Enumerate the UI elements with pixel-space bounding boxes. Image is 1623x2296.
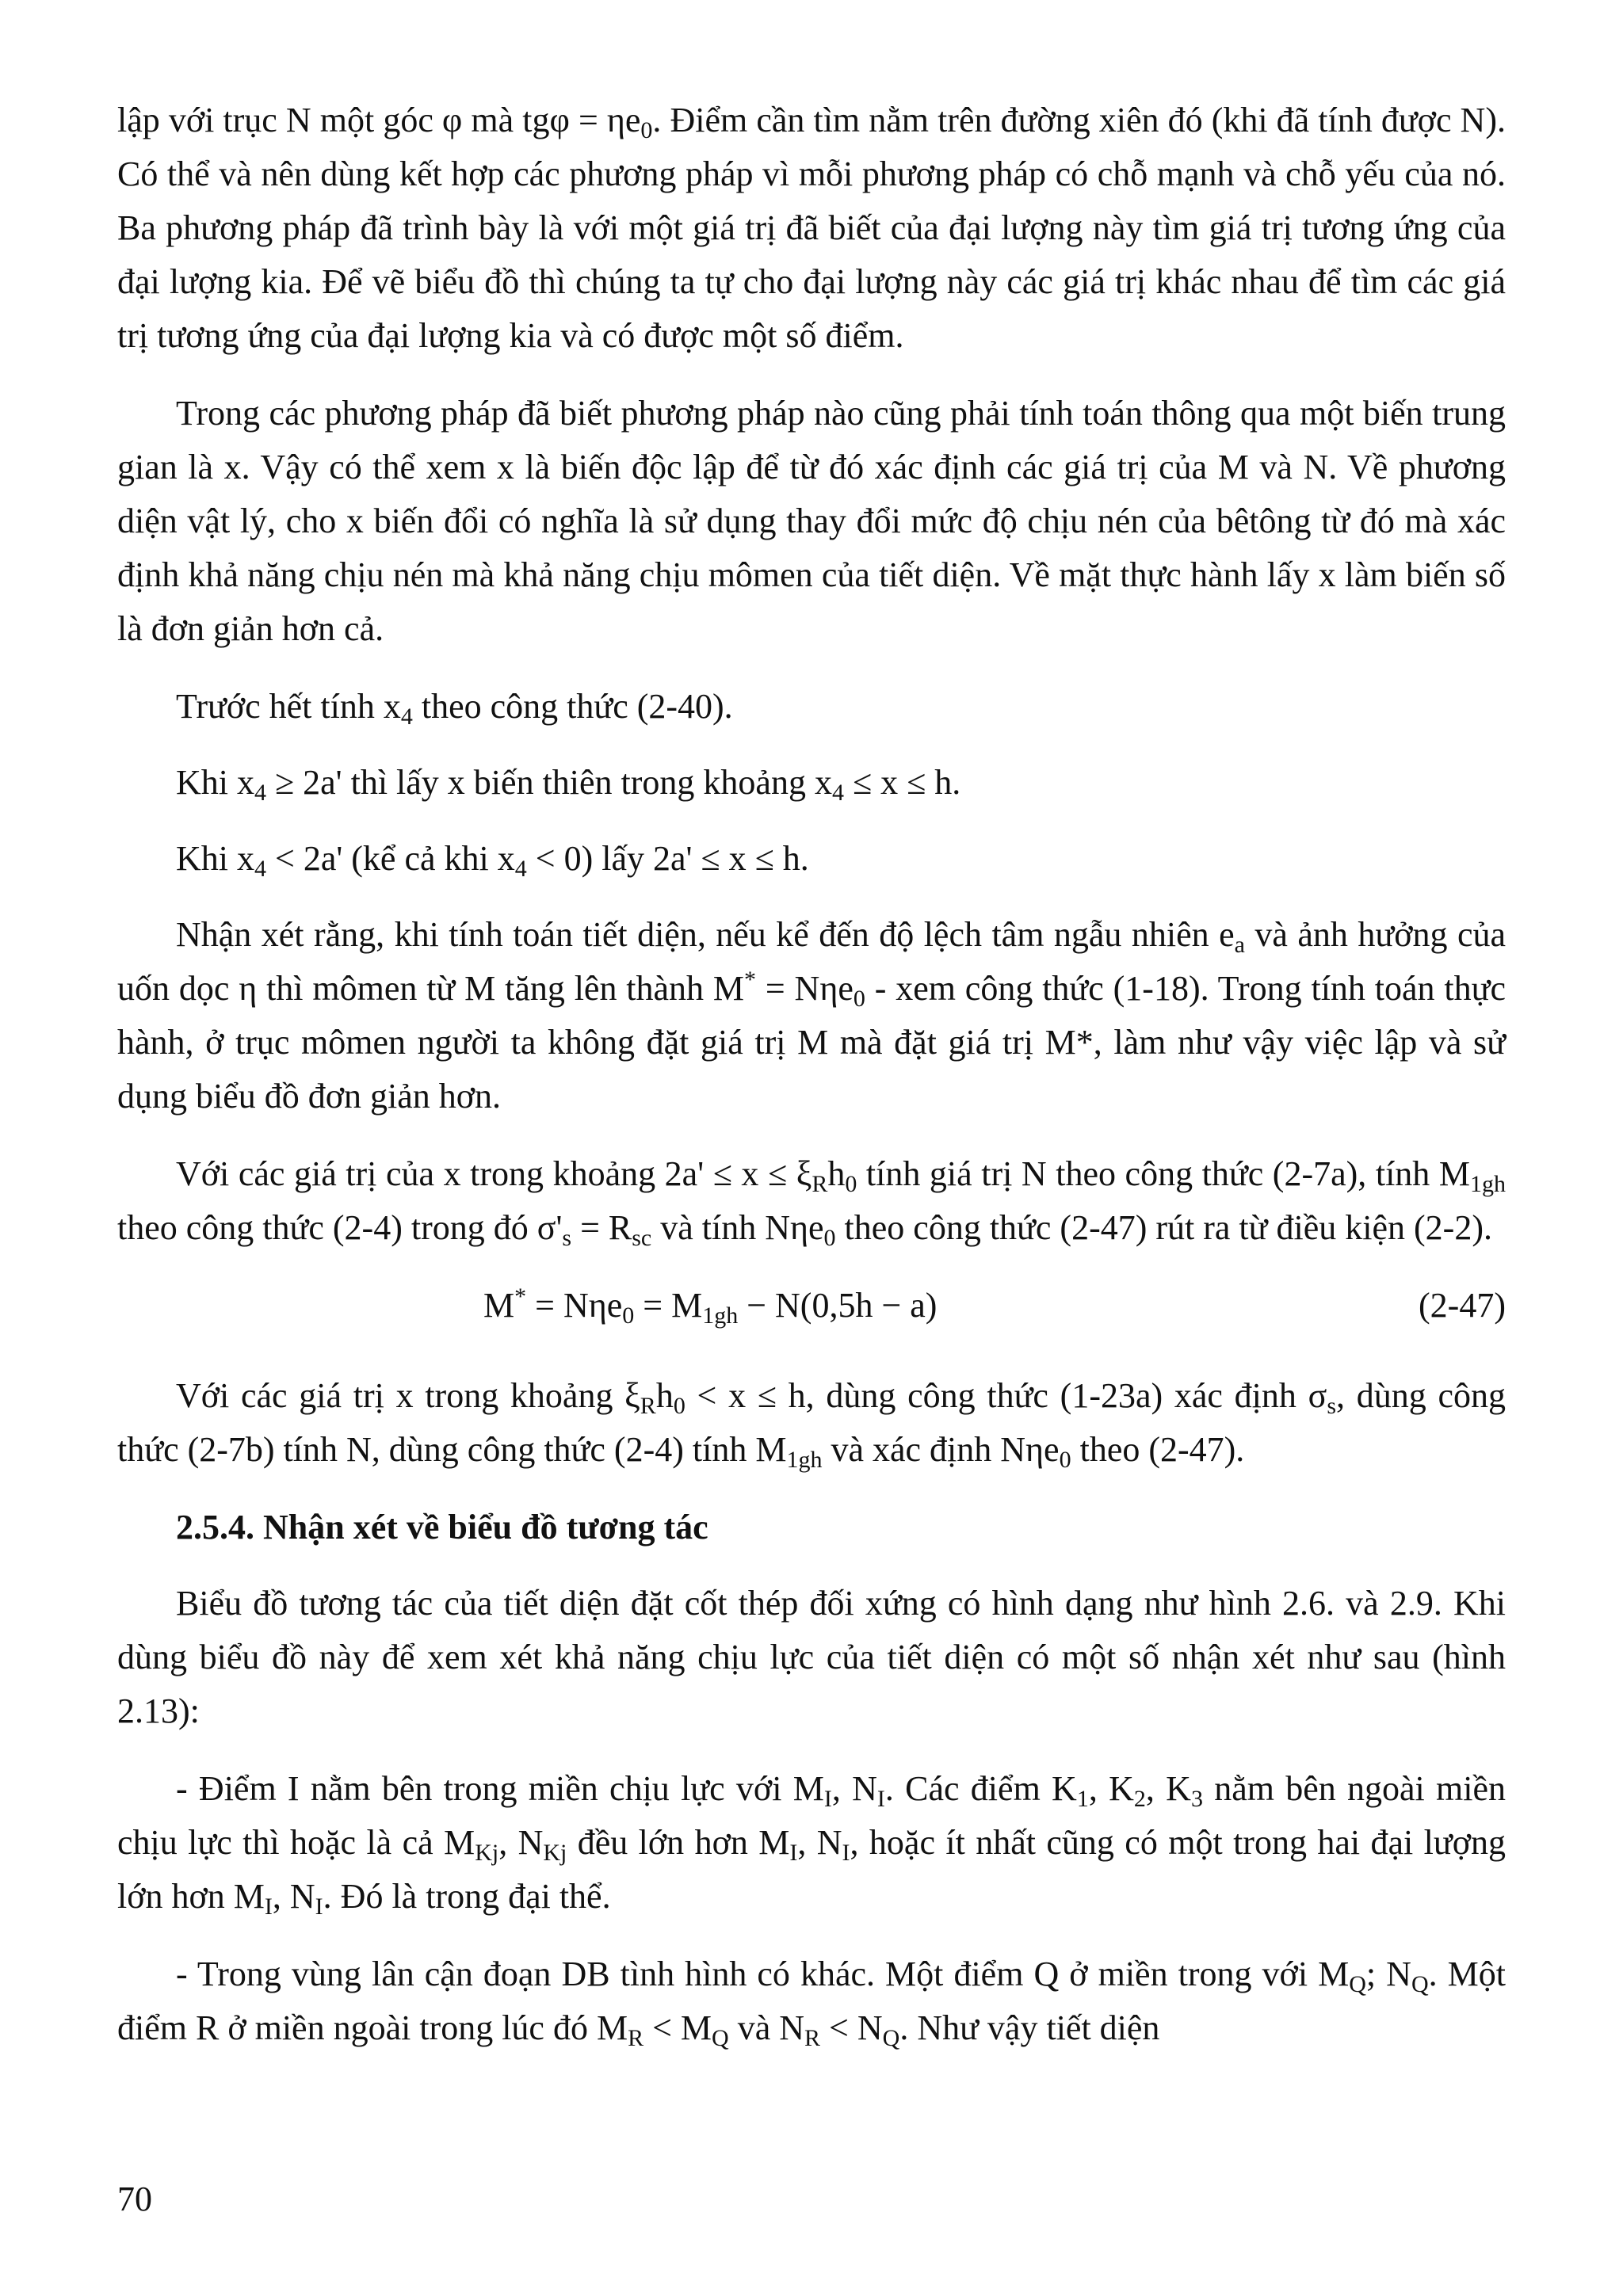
paragraph-10: - Điểm I nằm bên trong miền chịu lực với $M_I$, $N_I$. Các điểm $K_1$, $K_2$, $K_3$ nằm bên ngoài miền chịu lực thì hoặc là cả $M_{Kj}$, $N_{Kj}$ đều lớn hơn $M_I$, $N_I$, hoặc ít nhất cũng có một trong hai đại lượng lớn hơn $M_I$, $N_I$. Đó là trong đại thể. xyxy=(117,1769,1507,1920)
paragraph-6: Nhận xét rằng, khi tính toán tiết diện, nếu kể đến độ lệch tâm ngẫu nhiên $e_a$ và ảnh hưởng của uốn dọc η thì mômen từ M tăng lên thành M* = Nηe$_0$ - xem công thức (1-18). Trong tính toán thực hành, ở trục mômen người ta không đặt giá trị M mà đặt giá trị M*, làm như vậy việc lập và sử dụng biểu đồ đơn giản hơn. xyxy=(117,915,1506,1116)
paragraph-8: Với các giá trị x trong khoảng $\xi_Rh_0 < x \le h$, dùng công thức (1-23a) xác định $\sigma_s$, dùng công thức (2-7b) tính N, dùng công thức (2-4) tính $M_{1gh}$ và xác định Nηe$_0$ theo (2-47). xyxy=(117,1376,1507,1473)
page-number: 70 xyxy=(117,2180,152,2218)
paragraph-3: Trước hết tính $x_4$ theo công thức (2-40). xyxy=(176,687,733,730)
paragraph-1: lập với trục N một góc φ mà $tg\varphi = \eta e_0$. Điểm cần tìm nằm trên đường xiên đó (khi đã tính được N). Có thể và nên dùng kết hợp các phương pháp vì mỗi phương pháp có chỗ mạnh và chỗ yếu của nó. Ba phương pháp đã trình bày là với một giá trị đã biết của đại lượng này tìm giá trị tương ứng của đại lượng kia. Để vẽ biểu đồ thì chúng ta tự cho đại lượng này các giá trị khác nhau để tìm các giá trị tương ứng của đại lượng kia và có được một số điểm. xyxy=(117,101,1506,355)
equation-number: (2-47) xyxy=(1419,1286,1506,1325)
section-heading: 2.5.4. Nhận xét về biểu đồ tương tác xyxy=(176,1508,708,1547)
paragraph-7: Với các giá trị của x trong khoảng $2a' \le x \le \xi_Rh_0$ tính giá trị N theo công thức (2-7a), tính $M_{1gh}$ theo công thức (2-4) trong đó $\sigma'_s = R_{sc}$ và tính Nηe$_0$ theo công thức (2-47) rút ra từ điều kiện (2-2). xyxy=(117,1154,1506,1251)
paragraph-9: Biểu đồ tương tác của tiết diện đặt cốt thép đối xứng có hình dạng như hình 2.6. và 2.9. Khi dùng biểu đồ này để xem xét khả năng chịu lực của tiết diện có một số nhận xét như sau (hình 2.13): xyxy=(117,1584,1506,1730)
equation-2-47 xyxy=(117,1279,1506,1342)
page-body xyxy=(117,93,1506,2079)
paragraph-11: - Trong vùng lân cận đoạn DB tình hình có khác. Một điểm Q ở miền trong với $M_Q$; $N_Q$. Một điểm R ở miền ngoài trong lúc đó $M_R < M_Q$ và $N_R < N_Q$. Như vậy tiết diện xyxy=(117,1955,1507,2051)
paragraph-2: Trong các phương pháp đã biết phương pháp nào cũng phải tính toán thông qua một biến trung gian là x. Vậy có thể xem x là biến độc lập để từ đó xác định các giá trị của M và N. Về phương diện vật lý, cho x biến đổi có nghĩa là sử dụng thay đổi mức độ chịu nén của bêtông từ đó mà xác định khả năng chịu nén mà khả năng chịu mômen của tiết diện. Về mặt thực hành lấy x làm biến số là đơn giản hơn cả. xyxy=(117,394,1506,648)
equation-expression: $M^* = N\eta e_0 = M_{1gh} - N(0,5h - a)$ xyxy=(483,1283,938,1329)
paragraph-4: Khi $x_4 \ge 2a'$ thì lấy x biến thiên trong khoảng $x_4 \le x \le h$. xyxy=(176,763,961,806)
paragraph-5: Khi $x_4 < 2a'$ (kể cả khi $x_4 < 0$) lấy 2a' ≤ x ≤ h. xyxy=(176,839,809,882)
